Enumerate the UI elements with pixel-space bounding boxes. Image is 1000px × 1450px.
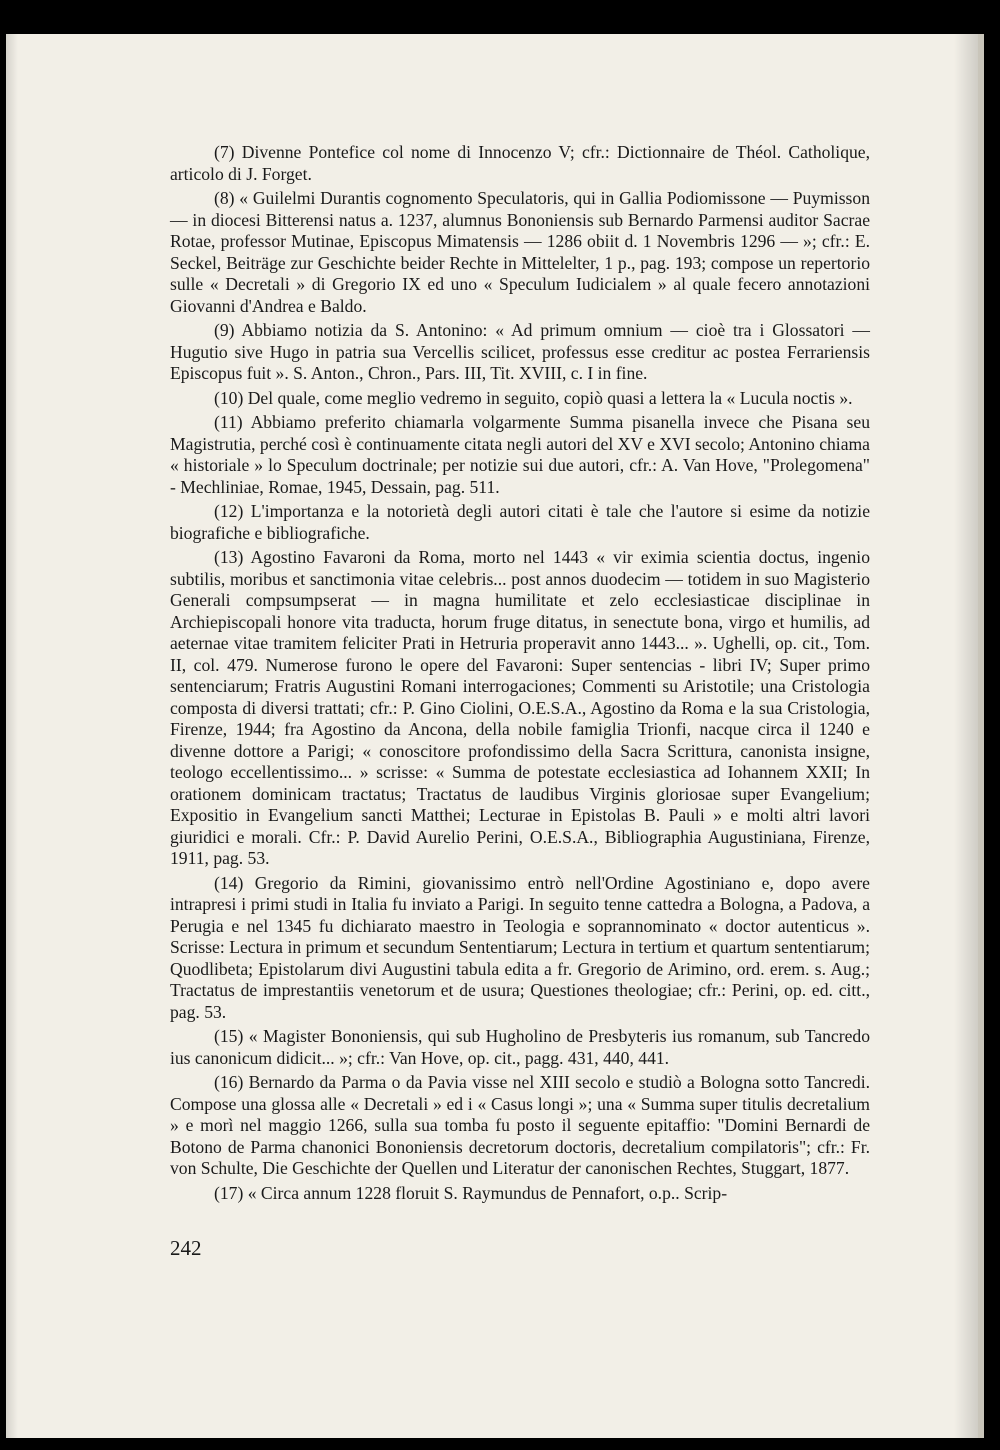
- footnote-15: (15) « Magister Bononiensis, qui sub Hugholino de Presbyteris ius romanum, sub Tancredo ius canonicum didicit... »; cfr.: Van Hove, op. cit., pagg. 431, 440, 441.: [170, 1026, 870, 1068]
- page-gutter-shadow: [6, 34, 18, 1438]
- footnote-11: (11) Abbiamo preferito chiamarla volgarmente Summa pisanella invece che Pisana seu Magistrutia, perché così è continuamente citata negli autori del XV e XVI secolo; Antonino chiama « historiale » lo Speculum doctrinale; per notizie sui due autori, cfr.: A. Van Hove, "Prolegomena" - Mechliniae, Romae, 1945, Dessain, pag. 511.: [170, 412, 870, 497]
- footnote-13: (13) Agostino Favaroni da Roma, morto nel 1443 « vir eximia scientia doctus, ingenio subtilis, moribus et sanctimonia vitae celebris... post annos duodecim — totidem in suo Magisterio Generali compsumpserat — in magna humilitate et zelo ecclesiasticae disciplinae in Archiepiscopali honore vita traducta, horum fruge ditatus, in senectute bona, virgo et humilis, ad aeternae vitae tramitem feliciter Prati in Hetruria properavit anno 1443... ». Ughelli, op. cit., Tom. II, col. 479. Numerose furono le opere del Favaroni: Super sentencias - libri IV; Super primo sentenciarum; Fratris Augustini Romani interrogaciones; Commenti su Aristotile; una Cristologia composta di diversi trattati; cfr.: P. Gino Ciolini, O.E.S.A., Agostino da Roma e la sua Cristologia, Firenze, 1944; fra Agostino da Ancona, della nobile famiglia Trionfi, nacque circa il 1240 e divenne dottore a Parigi; « conoscitore profondissimo della Sacra Scrittura, canonista insigne, teologo eccellentissimo... » scrisse: « Summa de potestate ecclesiastica ad Iohannem XXII; In orationem dominicam tractatus; Tractatus de laudibus Virginis gloriosae super Evangelium; Expositio in Evangelium sancti Matthei; Lecturae in Epistolas B. Pauli » e molti altri lavori giuridici e morali. Cfr.: P. David Aurelio Perini, O.E.S.A., Bibliographia Augustiniana, Firenze, 1911, pag. 53.: [170, 547, 870, 868]
- page-number: 242: [170, 1236, 202, 1260]
- footnote-7: (7) Divenne Pontefice col nome di Innocenzo V; cfr.: Dictionnaire de Théol. Catholique, articolo di J. Forget.: [170, 142, 870, 184]
- page-edge: [978, 34, 984, 1438]
- footnote-10: (10) Del quale, come meglio vedremo in seguito, copiò quasi a lettera la « Lucula noctis ».: [214, 387, 853, 408]
- footnote-17: (17) « Circa annum 1228 floruit S. Raymundus de Pennafort, o.p.. Scrip-: [214, 1182, 728, 1203]
- footnotes: [170, 142, 870, 1207]
- footnote-16: (16) Bernardo da Parma o da Pavia visse nel XIII secolo e studiò a Bologna sotto Tancredi. Compose una glossa alle « Decretali » ed i « Casus longi »; una « Summa super titulis decretalium » e morì nel maggio 1266, sulla sua tomba fu posto il seguente epitaffio: "Domini Bernardi de Botono de Parma chanonici Bononiensis decretorum doctoris, decretalium compilatoris"; cfr.: Fr. von Schulte, Die Geschichte der Quellen und Literatur der canonischen Rechtes, Stuggart, 1877.: [170, 1072, 870, 1178]
- footnote-9: (9) Abbiamo notizia da S. Antonino: « Ad primum omnium — cioè tra i Glossatori — Hugutio sive Hugo in patria sua Vercellis scilicet, professus esse creditur ac postea Ferrariensis Episcopus fuit ». S. Anton., Chron., Pars. III, Tit. XVIII, c. I in fine.: [170, 320, 870, 383]
- footnote-8: (8) « Guilelmi Durantis cognomento Speculatoris, qui in Gallia Podiomissone — Puymisson — in diocesi Bitterensi natus a. 1237, alumnus Bononiensis sub Bernardo Parmensi auditor Sacrae Rotae, professor Mutinae, Episcopus Mimatensis — 1286 obiit d. 1 Novembris 1296 — »; cfr.: E. Seckel, Beiträge zur Geschichte beider Rechte in Mittelelter, 1 p., pag. 193; compose un repertorio sulle « Decretali » di Gregorio IX ed uno « Speculum Iudicialem » al quale fecero annotazioni Giovanni d'Andrea e Baldo.: [170, 188, 870, 316]
- footnote-12: (12) L'importanza e la notorietà degli autori citati è tale che l'autore si esime da notizie biografiche e bibliografiche.: [170, 501, 870, 543]
- footnote-14: (14) Gregorio da Rimini, giovanissimo entrò nell'Ordine Agostiniano e, dopo avere intrapresi i primi studi in Italia fu inviato a Parigi. In seguito tenne cattedra a Bologna, a Padova, a Perugia e nel 1345 fu dichiarato maestro in Teologia e soprannominato « doctor autenticus ». Scrisse: Lectura in primum et secundum Sententiarum; Lectura in tertium et quartum sententiarum; Quodlibeta; Epistolarum divi Augustini tabula edita a fr. Gregorio de Arimino, ord. erem. s. Aug.; Tractatus de imprestantiis venetorum et de usura; Questiones theologiae; cfr.: Perini, op. ed. citt., pag. 53.: [170, 872, 870, 1022]
